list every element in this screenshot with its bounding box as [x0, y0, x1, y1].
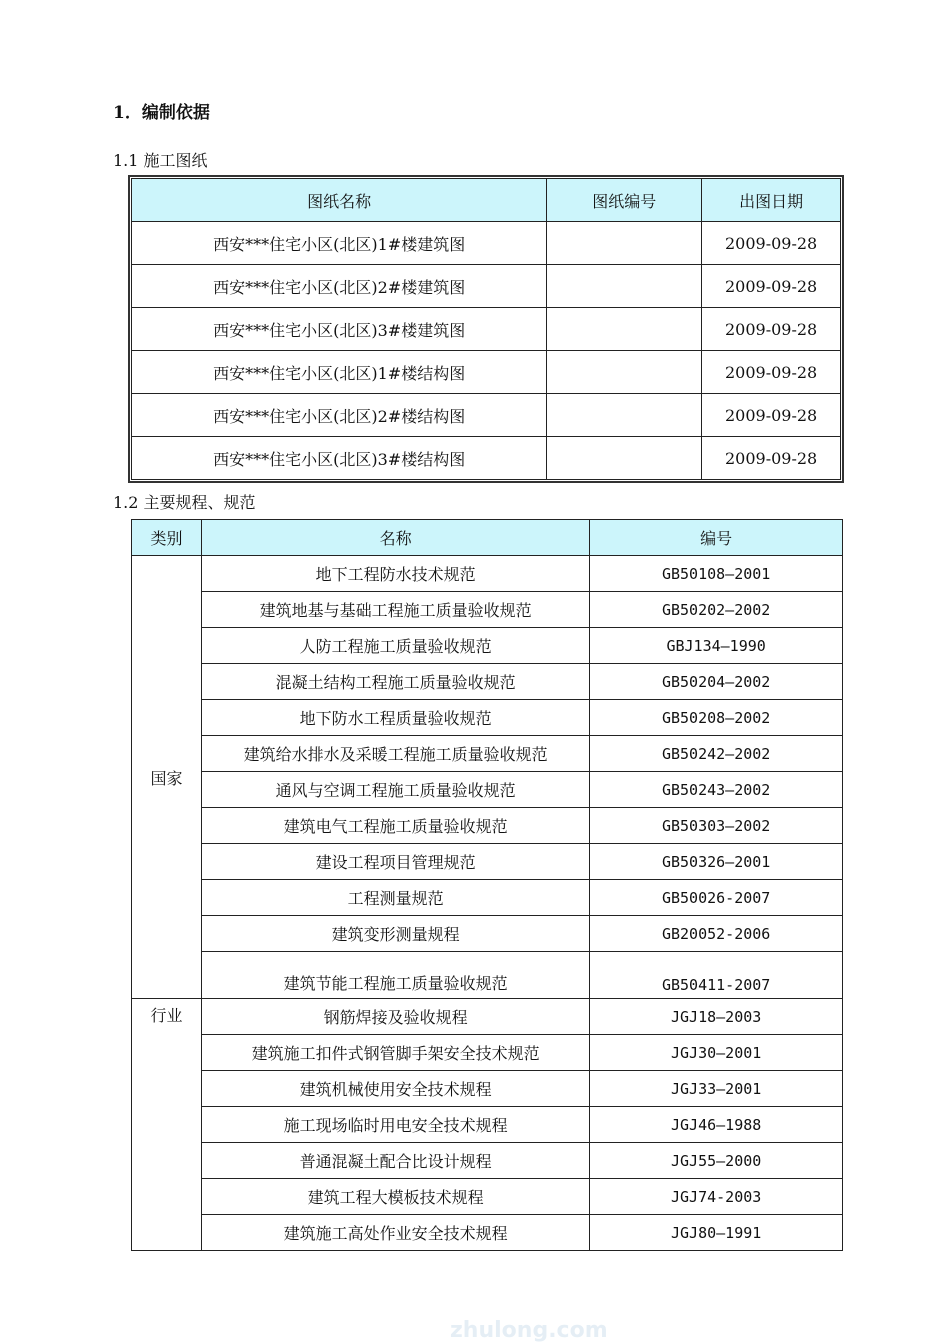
standard-name: 建筑给水排水及采暖工程施工质量验收规范 — [201, 736, 589, 772]
standard-code: GB50108—2001 — [590, 556, 843, 592]
table-row — [132, 222, 841, 265]
standard-name: 通风与空调工程施工质量验收规范 — [201, 772, 589, 808]
table-row — [132, 999, 843, 1035]
drawing-name: 西安***住宅小区(北区)2#楼结构图 — [132, 394, 547, 437]
table-row — [132, 351, 841, 394]
drawing-name: 西安***住宅小区(北区)2#楼建筑图 — [132, 265, 547, 308]
table-row — [132, 592, 843, 628]
standard-name: 普通混凝土配合比设计规程 — [201, 1143, 589, 1179]
category-cell: 行业 — [132, 999, 202, 1251]
standard-code: GB50243—2002 — [590, 772, 843, 808]
standard-name: 施工现场临时用电安全技术规程 — [201, 1107, 589, 1143]
drawing-name: 西安***住宅小区(北区)1#楼结构图 — [132, 351, 547, 394]
table-row — [132, 700, 843, 736]
drawing-name: 西安***住宅小区(北区)3#楼建筑图 — [132, 308, 547, 351]
drawing-name: 西安***住宅小区(北区)1#楼建筑图 — [132, 222, 547, 265]
drawing-number — [547, 351, 702, 394]
table-row — [132, 394, 841, 437]
drawing-number — [547, 394, 702, 437]
table-row — [132, 664, 843, 700]
issue-date: 2009-09-28 — [702, 308, 841, 351]
table-row — [132, 1071, 843, 1107]
standard-code: GB50326—2001 — [590, 844, 843, 880]
drawing-number — [547, 222, 702, 265]
standard-name: 建筑机械使用安全技术规程 — [201, 1071, 589, 1107]
table-row — [132, 1143, 843, 1179]
issue-date: 2009-09-28 — [702, 222, 841, 265]
header-standard-name: 名称 — [201, 520, 589, 556]
table-row — [132, 772, 843, 808]
table-row — [132, 736, 843, 772]
header-drawing-number: 图纸编号 — [547, 179, 702, 222]
standard-code: GB20052-2006 — [590, 916, 843, 952]
table-row — [132, 1107, 843, 1143]
table-row — [132, 844, 843, 880]
issue-date: 2009-09-28 — [702, 265, 841, 308]
category-cell: 国家 — [132, 556, 202, 999]
table-row — [132, 1215, 843, 1251]
standard-name: 地下防水工程质量验收规范 — [201, 700, 589, 736]
standard-code: JGJ74-2003 — [590, 1179, 843, 1215]
standard-code: GB50208—2002 — [590, 700, 843, 736]
section-heading: 1．编制依据 — [113, 103, 210, 123]
table-row — [132, 952, 843, 999]
table-row — [132, 880, 843, 916]
standard-code: JGJ46—1988 — [590, 1107, 843, 1143]
standard-code: JGJ55—2000 — [590, 1143, 843, 1179]
standard-code: GB50202—2002 — [590, 592, 843, 628]
drawing-number — [547, 308, 702, 351]
table-row — [132, 265, 841, 308]
table-row — [132, 808, 843, 844]
table-row — [132, 1035, 843, 1071]
standard-code: JGJ18—2003 — [590, 999, 843, 1035]
standard-name: 钢筋焊接及验收规程 — [201, 999, 589, 1035]
header-standard-code: 编号 — [590, 520, 843, 556]
standard-name: 建筑地基与基础工程施工质量验收规范 — [201, 592, 589, 628]
drawing-number — [547, 437, 702, 480]
table-row — [132, 916, 843, 952]
standard-code: GB50242—2002 — [590, 736, 843, 772]
issue-date: 2009-09-28 — [702, 351, 841, 394]
standard-name: 人防工程施工质量验收规范 — [201, 628, 589, 664]
standard-code: GB50303—2002 — [590, 808, 843, 844]
header-category: 类别 — [132, 520, 202, 556]
drawing-number — [547, 265, 702, 308]
standard-name: 地下工程防水技术规范 — [201, 556, 589, 592]
subsection-title-drawings: 1.1 施工图纸 — [113, 151, 208, 170]
table-row — [132, 556, 843, 592]
table-header-row — [132, 520, 843, 556]
standard-name: 建设工程项目管理规范 — [201, 844, 589, 880]
standard-name: 建筑施工扣件式钢管脚手架安全技术规范 — [201, 1035, 589, 1071]
table-row — [132, 308, 841, 351]
drawing-name: 西安***住宅小区(北区)3#楼结构图 — [132, 437, 547, 480]
issue-date: 2009-09-28 — [702, 394, 841, 437]
standard-code: GBJ134—1990 — [590, 628, 843, 664]
drawings-table — [131, 178, 841, 480]
standard-name: 混凝土结构工程施工质量验收规范 — [201, 664, 589, 700]
standards-table — [131, 519, 843, 1251]
header-drawing-name: 图纸名称 — [132, 179, 547, 222]
standard-name: 建筑电气工程施工质量验收规范 — [201, 808, 589, 844]
standard-name: 建筑工程大模板技术规程 — [201, 1179, 589, 1215]
standard-name: 工程测量规范 — [201, 880, 589, 916]
table-header-row — [132, 179, 841, 222]
standard-code: GB50026-2007 — [590, 880, 843, 916]
watermark-text: zhulong.com — [450, 1318, 608, 1343]
standard-name: 建筑变形测量规程 — [201, 916, 589, 952]
standard-code: JGJ80—1991 — [590, 1215, 843, 1251]
standard-code: GB50204—2002 — [590, 664, 843, 700]
table-row — [132, 1179, 843, 1215]
standard-code: JGJ33—2001 — [590, 1071, 843, 1107]
table-row — [132, 628, 843, 664]
standard-code: JGJ30—2001 — [590, 1035, 843, 1071]
subsection-title-standards: 1.2 主要规程、规范 — [113, 493, 256, 512]
standard-name: 建筑节能工程施工质量验收规范 — [201, 952, 589, 999]
header-issue-date: 出图日期 — [702, 179, 841, 222]
standard-name: 建筑施工高处作业安全技术规程 — [201, 1215, 589, 1251]
table-row — [132, 437, 841, 480]
standard-code: GB50411-2007 — [590, 952, 843, 999]
issue-date: 2009-09-28 — [702, 437, 841, 480]
